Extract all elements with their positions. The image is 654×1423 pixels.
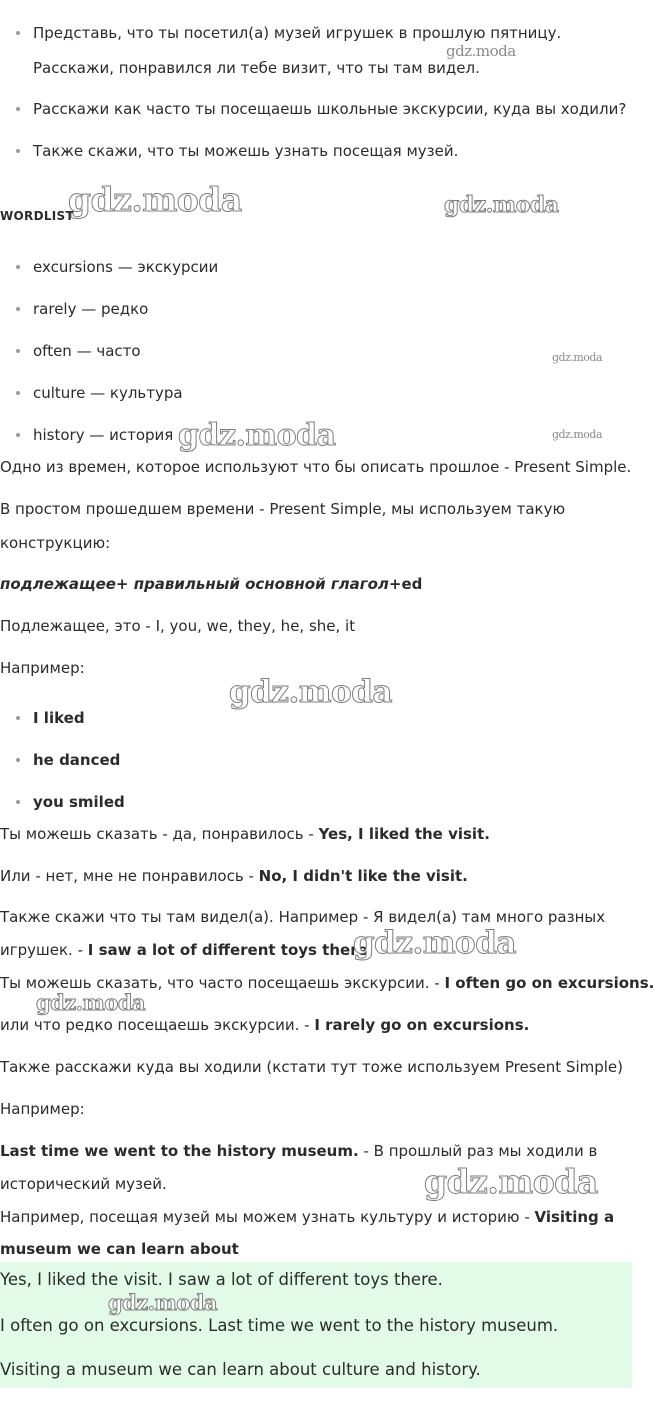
bullet: [16, 433, 20, 437]
bullet: [16, 149, 20, 153]
wordlist-item: often — часто: [33, 342, 141, 360]
answer-line: I often go on excursions. Last time we went to the history museum.: [0, 1316, 559, 1335]
example-item: I liked: [33, 709, 85, 727]
watermark: gdz.moda: [68, 180, 242, 219]
watermark: gdz.moda: [36, 990, 146, 1015]
phrase-bold: I rarely go on excursions.: [314, 1016, 530, 1034]
answer-line: Visiting a museum we can learn about culture and history.: [0, 1360, 481, 1379]
bullet: [16, 758, 20, 762]
text: Ты можешь сказать, что часто посещаешь экскурсии. -: [0, 974, 445, 992]
paragraph: Подлежащее, это - I, you, we, they, he, she, it: [0, 617, 356, 635]
paragraph: [0, 1141, 597, 1161]
watermark: gdz.moda: [552, 428, 603, 441]
watermark: gdz.moda: [353, 925, 516, 961]
text: - В прошлый раз мы ходили в: [358, 1142, 598, 1160]
paragraph: Также расскажи куда вы ходили (кстати тут тоже используем Present Simple): [0, 1058, 623, 1076]
example-item: he danced: [33, 751, 121, 769]
text: игрушек. -: [0, 941, 88, 959]
wordlist-item: rarely — редко: [33, 300, 149, 318]
wordlist-heading: WORDLIST: [0, 209, 74, 223]
bullet: [16, 716, 20, 720]
phrase-bold: I often go on excursions.: [444, 974, 654, 992]
wordlist-item: culture — культура: [33, 384, 183, 402]
paragraph: Также скажи что ты там видел(а). Например - Я видел(а) там много разных: [0, 908, 606, 926]
watermark: gdz.moda: [446, 42, 516, 60]
task-item-continued: Расскажи, понравился ли тебе визит, что ты там видел.: [33, 59, 480, 77]
phrase-bold: No, I didn't like the visit.: [258, 867, 468, 885]
task-item: Представь, что ты посетил(а) музей игрушек в прошлую пятницу.: [33, 24, 562, 42]
phrase-bold: Yes, I liked the visit.: [318, 825, 490, 843]
paragraph: [0, 940, 373, 960]
paragraph: [0, 1015, 529, 1035]
phrase-bold: I saw a lot of different toys there.: [87, 941, 374, 959]
formula-suffix: +ed: [388, 575, 423, 593]
paragraph: Например:: [0, 1100, 85, 1118]
phrase-bold: Visiting a: [534, 1208, 615, 1226]
formula-main: подлежащее+ правильный основной глагол: [0, 575, 389, 593]
bullet: [16, 349, 20, 353]
answer-block: [0, 1262, 632, 1388]
task-item: Расскажи как часто ты посещаешь школьные экскурсии, куда вы ходили?: [33, 100, 627, 118]
watermark: gdz.moda: [444, 192, 559, 218]
text: или что редко посещаешь экскурсии. -: [0, 1016, 315, 1034]
watermark: gdz.moda: [108, 1290, 218, 1315]
example-item: you smiled: [33, 793, 125, 811]
bullet: [16, 391, 20, 395]
paragraph: конструкцию:: [0, 534, 111, 552]
paragraph: [0, 824, 490, 844]
task-item: Также скажи, что ты можешь узнать посещая музей.: [33, 142, 459, 160]
watermark: gdz.moda: [229, 674, 392, 710]
watermark: gdz.moda: [178, 418, 336, 453]
wordlist-item: excursions — экскурсии: [33, 258, 219, 276]
paragraph: Одно из времен, которое используют что бы описать прошлое - Present Simple.: [0, 458, 632, 476]
wordlist-item: history — история: [33, 426, 174, 444]
paragraph: museum we can learn about: [0, 1240, 239, 1258]
answer-line: Yes, I liked the visit. I saw a lot of different toys there.: [0, 1270, 443, 1289]
text: Или - нет, мне не понравилось -: [0, 867, 259, 885]
bullet: [16, 107, 20, 111]
paragraph: исторический музей.: [0, 1175, 167, 1193]
text: Например, посещая музей мы можем узнать культуру и историю -: [0, 1208, 535, 1226]
bullet: [16, 31, 20, 35]
text: Ты можешь сказать - да, понравилось -: [0, 825, 319, 843]
paragraph: [0, 866, 468, 886]
bullet: [16, 800, 20, 804]
paragraph: В простом прошедшем времени - Present Simple, мы используем такую: [0, 500, 566, 518]
watermark: gdz.moda: [552, 351, 603, 364]
formula: [0, 574, 422, 594]
bullet: [16, 307, 20, 311]
watermark: gdz.moda: [424, 1162, 598, 1201]
paragraph: [0, 1207, 614, 1227]
bullet: [16, 265, 20, 269]
phrase-bold: Last time we went to the history museum.: [0, 1142, 359, 1160]
paragraph: Например:: [0, 659, 85, 677]
